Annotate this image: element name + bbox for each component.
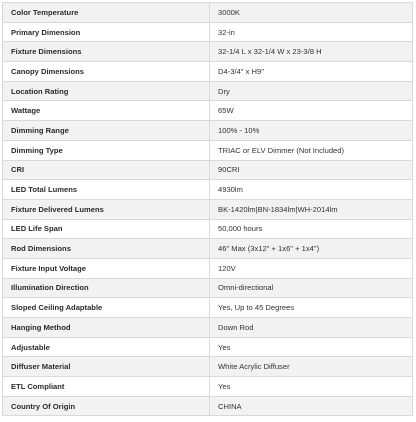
spec-label: Location Rating	[3, 81, 210, 101]
spec-row	[3, 199, 413, 219]
spec-value: CHINA	[210, 396, 413, 416]
spec-label: Dimming Type	[3, 140, 210, 160]
spec-value: D4-3/4" x H9"	[210, 62, 413, 82]
spec-row	[3, 22, 413, 42]
spec-row	[3, 140, 413, 160]
spec-label: Color Temperature	[3, 3, 210, 23]
spec-label: Diffuser Material	[3, 357, 210, 377]
spec-row	[3, 298, 413, 318]
spec-label: Canopy Dimensions	[3, 62, 210, 82]
spec-label: Country Of Origin	[3, 396, 210, 416]
spec-value: 100% - 10%	[210, 121, 413, 141]
spec-row	[3, 318, 413, 338]
spec-label: Fixture Input Voltage	[3, 258, 210, 278]
spec-value: Yes	[210, 337, 413, 357]
spec-value: 90CRI	[210, 160, 413, 180]
spec-label: CRI	[3, 160, 210, 180]
spec-row	[3, 42, 413, 62]
spec-label: Adjustable	[3, 337, 210, 357]
spec-row	[3, 3, 413, 23]
spec-value: Omni-directional	[210, 278, 413, 298]
spec-label: Illumination Direction	[3, 278, 210, 298]
spec-value: TRIAC or ELV Dimmer (Not Included)	[210, 140, 413, 160]
spec-row	[3, 160, 413, 180]
spec-row	[3, 258, 413, 278]
spec-value: Yes	[210, 377, 413, 397]
spec-row	[3, 396, 413, 416]
spec-label: LED Life Span	[3, 219, 210, 239]
spec-row	[3, 239, 413, 259]
spec-value: BK-1420lm|BN-1834lm|WH-2014lm	[210, 199, 413, 219]
spec-row	[3, 357, 413, 377]
spec-row	[3, 121, 413, 141]
spec-label: Fixture Dimensions	[3, 42, 210, 62]
specifications-table	[2, 2, 413, 416]
spec-value: 65W	[210, 101, 413, 121]
spec-value: Dry	[210, 81, 413, 101]
specifications-body	[3, 3, 413, 416]
spec-label: Sloped Ceiling Adaptable	[3, 298, 210, 318]
spec-row	[3, 278, 413, 298]
spec-value: 120V	[210, 258, 413, 278]
spec-label: LED Total Lumens	[3, 180, 210, 200]
spec-value: 50,000 hours	[210, 219, 413, 239]
spec-value: White Acrylic Diffuser	[210, 357, 413, 377]
spec-value: 32-in	[210, 22, 413, 42]
spec-row	[3, 62, 413, 82]
spec-row	[3, 180, 413, 200]
spec-value: 32-1/4 L x 32-1/4 W x 23-3/8 H	[210, 42, 413, 62]
spec-row	[3, 337, 413, 357]
spec-value: 3000K	[210, 3, 413, 23]
spec-value: 46" Max (3x12" + 1x6" + 1x4")	[210, 239, 413, 259]
spec-row	[3, 219, 413, 239]
spec-value: Yes, Up to 45 Degrees	[210, 298, 413, 318]
spec-label: Wattage	[3, 101, 210, 121]
spec-label: Hanging Method	[3, 318, 210, 338]
spec-label: Rod Dimensions	[3, 239, 210, 259]
spec-label: Dimming Range	[3, 121, 210, 141]
spec-row	[3, 101, 413, 121]
spec-row	[3, 377, 413, 397]
spec-label: ETL Compliant	[3, 377, 210, 397]
spec-label: Primary Dimension	[3, 22, 210, 42]
spec-value: 4930lm	[210, 180, 413, 200]
spec-row	[3, 81, 413, 101]
spec-label: Fixture Delivered Lumens	[3, 199, 210, 219]
spec-value: Down Rod	[210, 318, 413, 338]
